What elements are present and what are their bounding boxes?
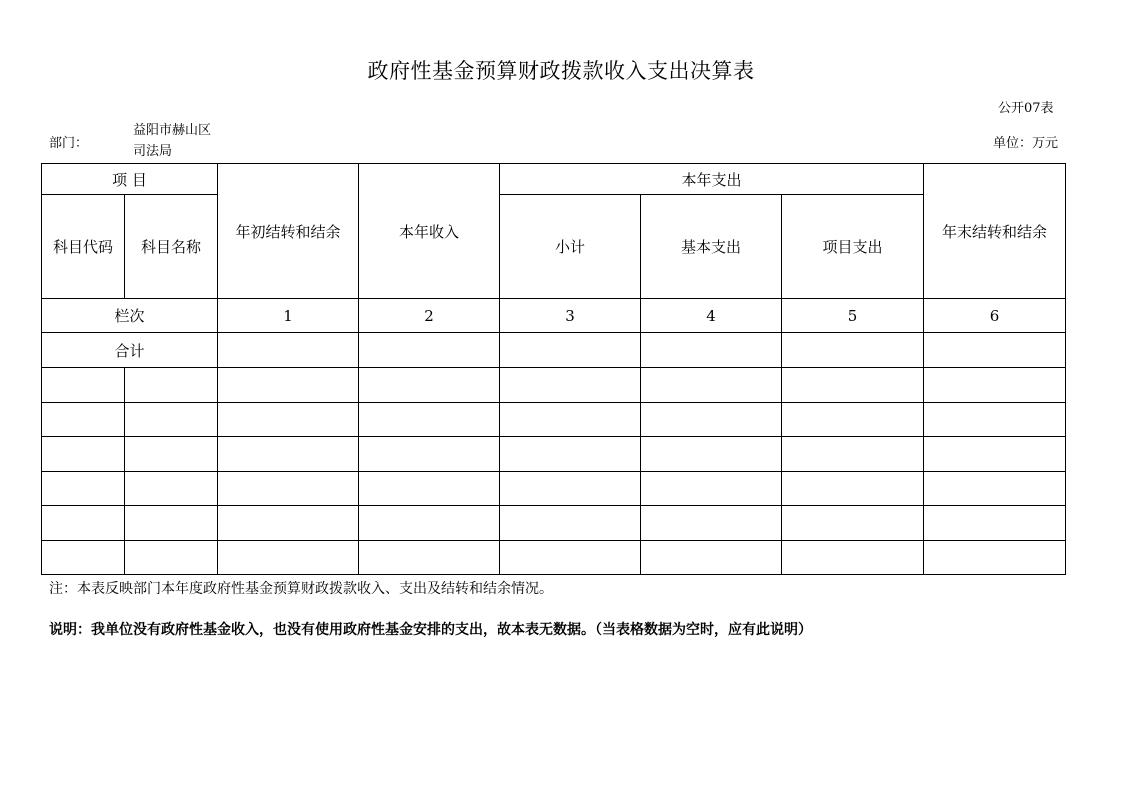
table-cell	[782, 333, 924, 368]
table-cell	[125, 471, 218, 506]
table-row	[42, 368, 1066, 403]
table-cell	[125, 402, 218, 437]
total-row	[42, 333, 1066, 368]
table-cell	[42, 402, 125, 437]
table-cell	[500, 333, 641, 368]
header-subtotal: 小计	[500, 195, 641, 299]
table-cell	[641, 506, 782, 541]
table-cell	[218, 437, 359, 472]
table-cell	[782, 506, 924, 541]
table-cell	[500, 368, 641, 403]
column-index-label: 栏次	[42, 299, 218, 333]
column-number: 5	[782, 299, 924, 333]
table-cell	[218, 471, 359, 506]
table-cell	[125, 540, 218, 575]
table-cell	[500, 437, 641, 472]
table-cell	[359, 540, 500, 575]
table-cell	[924, 402, 1066, 437]
table-row	[42, 540, 1066, 575]
header-end-balance: 年末结转和结余	[924, 164, 1066, 299]
footnote: 注：本表反映部门本年度政府性基金预算财政拨款收入、支出及结转和结余情况。	[49, 581, 553, 597]
budget-table	[41, 163, 1066, 575]
report-title: 政府性基金预算财政拨款收入支出决算表	[367, 59, 755, 83]
remark: 说明：我单位没有政府性基金收入，也没有使用政府性基金安排的支出，故本表无数据。（当表格数据为空时，应有此说明）	[49, 622, 812, 638]
table-cell	[641, 402, 782, 437]
table-cell	[924, 540, 1066, 575]
table-row	[42, 506, 1066, 541]
table-cell	[641, 437, 782, 472]
table-cell	[641, 368, 782, 403]
table-cell	[924, 471, 1066, 506]
header-name: 科目名称	[125, 195, 218, 299]
column-number: 2	[359, 299, 500, 333]
table-cell	[125, 437, 218, 472]
unit-label: 单位：万元	[993, 136, 1059, 151]
table-cell	[924, 506, 1066, 541]
table-cell	[359, 402, 500, 437]
table-cell	[218, 402, 359, 437]
table-row	[42, 471, 1066, 506]
table-cell	[782, 402, 924, 437]
table-cell	[42, 540, 125, 575]
header-expense-group: 本年支出	[500, 164, 924, 195]
table-cell	[125, 506, 218, 541]
table-cell	[218, 540, 359, 575]
table-cell	[782, 540, 924, 575]
header-basic: 基本支出	[641, 195, 782, 299]
table-cell	[782, 368, 924, 403]
header-begin-balance: 年初结转和结余	[218, 164, 359, 299]
header-item: 项 目	[42, 164, 218, 195]
total-label: 合计	[42, 333, 218, 368]
table-cell	[924, 368, 1066, 403]
table-cell	[42, 506, 125, 541]
table-cell	[500, 402, 641, 437]
table-cell	[359, 471, 500, 506]
column-index-row	[42, 299, 1066, 333]
department-label: 部门：	[49, 136, 89, 151]
table-cell	[42, 437, 125, 472]
table-cell	[359, 506, 500, 541]
table-row	[42, 437, 1066, 472]
header-code: 科目代码	[42, 195, 125, 299]
column-number: 3	[500, 299, 641, 333]
header-project: 项目支出	[782, 195, 924, 299]
table-cell	[218, 333, 359, 368]
table-cell	[218, 506, 359, 541]
table-cell	[500, 506, 641, 541]
table-cell	[125, 368, 218, 403]
table-cell	[924, 333, 1066, 368]
table-row	[42, 402, 1066, 437]
table-cell	[500, 471, 641, 506]
column-number: 4	[641, 299, 782, 333]
table-cell	[641, 333, 782, 368]
table-cell	[782, 437, 924, 472]
table-cell	[641, 471, 782, 506]
column-number: 1	[218, 299, 359, 333]
table-cell	[42, 368, 125, 403]
table-cell	[359, 368, 500, 403]
table-cell	[500, 540, 641, 575]
table-cell	[218, 368, 359, 403]
table-cell	[641, 540, 782, 575]
header-income: 本年收入	[359, 164, 500, 299]
table-cell	[924, 437, 1066, 472]
column-number: 6	[924, 299, 1066, 333]
table-cell	[42, 471, 125, 506]
department-name: 益阳市赫山区司法局	[133, 123, 212, 159]
table-cell	[359, 333, 500, 368]
table-cell	[359, 437, 500, 472]
table-cell	[782, 471, 924, 506]
form-number: 公开07表	[998, 101, 1054, 116]
